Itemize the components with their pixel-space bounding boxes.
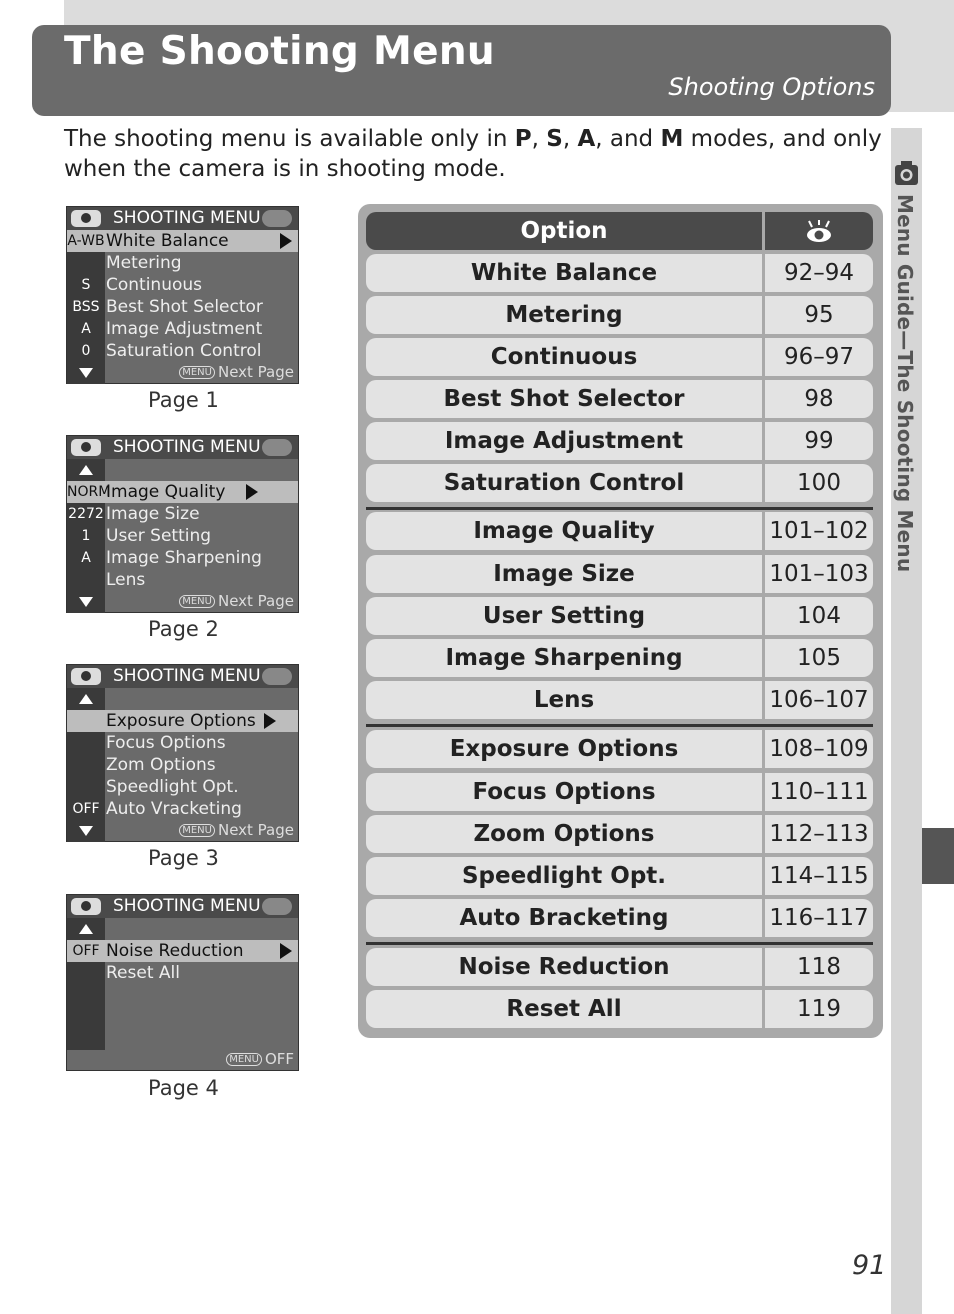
lcd-item-icon: NORM (67, 481, 105, 503)
option-page: 106–107 (765, 681, 873, 719)
wrench-icon (262, 210, 292, 227)
option-page: 112–113 (765, 815, 873, 853)
option-name: Image Sharpening (366, 639, 762, 677)
wrench-icon (262, 898, 292, 915)
table-row (366, 464, 873, 502)
page-subtitle: Shooting Options (668, 73, 875, 101)
lcd-item-icon (67, 754, 105, 776)
lcd-menu-item[interactable] (67, 776, 298, 798)
lcd-menu-item[interactable] (67, 340, 298, 362)
table-row (366, 338, 873, 376)
lcd-menu-item[interactable] (67, 252, 298, 274)
lcd-item-label: Noise Reduction (106, 941, 244, 961)
option-name: Noise Reduction (366, 948, 762, 986)
lcd-screen-page-4 (66, 894, 299, 1071)
lcd-nav-row (67, 918, 298, 940)
lcd-item-icon: A (67, 547, 105, 569)
up-arrow-icon (79, 924, 93, 934)
lcd-gutter (67, 984, 105, 1050)
lcd-menu-item[interactable] (67, 547, 298, 569)
camera-icon (71, 439, 101, 456)
lcd-item-icon: S (67, 274, 105, 296)
lcd-nav-row (67, 459, 298, 481)
lcd-screen-page-1 (66, 206, 299, 384)
option-name: Auto Bracketing (366, 899, 762, 937)
option-name: User Setting (366, 597, 762, 635)
lcd-screen-page-2 (66, 435, 299, 613)
options-table (358, 204, 883, 1038)
lcd-nav-row (67, 688, 298, 710)
lcd-footer (179, 821, 294, 839)
lcd-header-text: SHOOTING MENU (113, 666, 261, 686)
lcd-empty-row (67, 984, 298, 1050)
next-page-label: Next Page (217, 592, 294, 610)
option-page: 100 (765, 464, 873, 502)
table-header-row (366, 212, 873, 250)
lcd-caption: Page 4 (148, 1076, 219, 1100)
option-page: 108–109 (765, 730, 873, 768)
up-arrow-icon (79, 465, 93, 475)
lcd-header-text: SHOOTING MENU (113, 896, 261, 916)
lcd-item-label: Lens (106, 570, 146, 590)
lcd-menu-item[interactable] (67, 710, 298, 732)
down-arrow-icon (79, 597, 93, 607)
lcd-item-icon: 0 (67, 340, 105, 362)
option-name: Reset All (366, 990, 762, 1028)
lcd-item-label: Zom Options (106, 755, 216, 775)
camera-icon (71, 898, 101, 915)
table-row (366, 773, 873, 811)
table-row (366, 296, 873, 334)
table-row (366, 380, 873, 418)
lcd-menu-item[interactable] (67, 481, 298, 503)
option-name: Image Adjustment (366, 422, 762, 460)
lcd-item-icon (67, 710, 105, 732)
table-row (366, 899, 873, 937)
lcd-menu-item[interactable] (67, 318, 298, 340)
option-page: 110–111 (765, 773, 873, 811)
lcd-screen-page-3 (66, 664, 299, 842)
lcd-item-label: Exposure Options (106, 711, 256, 731)
lcd-item-label: User Setting (106, 526, 212, 546)
lcd-menu-item[interactable] (67, 274, 298, 296)
menu-button-icon: MENU (179, 595, 215, 608)
lcd-item-label: Best Shot Selector (106, 297, 263, 317)
camera-icon (71, 668, 101, 685)
option-name: Speedlight Opt. (366, 857, 762, 895)
page-title: The Shooting Menu (64, 29, 495, 74)
page-header (32, 25, 891, 116)
option-name: White Balance (366, 254, 762, 292)
side-tab-label: Menu Guide—The Shooting Menu (893, 194, 917, 573)
lcd-item-icon: A (67, 318, 105, 340)
wrench-icon (262, 668, 292, 685)
lcd-item-label: Continuous (106, 275, 203, 295)
camera-icon (894, 159, 919, 186)
table-row (366, 681, 873, 719)
down-arrow-icon (79, 826, 93, 836)
lcd-menu-item[interactable] (67, 503, 298, 525)
lcd-item-icon: BSS (67, 296, 105, 318)
option-page: 101–102 (765, 512, 873, 550)
lcd-menu-item[interactable] (67, 230, 298, 252)
lcd-item-icon: OFF (67, 798, 105, 820)
option-page: 118 (765, 948, 873, 986)
next-page-label: Next Page (217, 363, 294, 381)
menu-button-icon: MENU (179, 366, 215, 379)
lcd-footer (179, 592, 294, 610)
lcd-item-icon (67, 776, 105, 798)
lcd-menu-item[interactable] (67, 525, 298, 547)
lcd-menu-item[interactable] (67, 940, 298, 962)
table-header-page (765, 212, 873, 250)
option-page: 104 (765, 597, 873, 635)
lcd-item-label: Saturation Control (106, 341, 262, 361)
option-name: Zoom Options (366, 815, 762, 853)
right-arrow-icon (280, 233, 292, 249)
option-page: 119 (765, 990, 873, 1028)
table-row (366, 815, 873, 853)
lcd-footer (226, 1050, 294, 1068)
lcd-item-label: Image Quality (106, 482, 226, 502)
option-name: Image Size (366, 555, 762, 593)
lcd-menu-item[interactable] (67, 569, 298, 591)
table-row (366, 857, 873, 895)
table-header-option: Option (366, 212, 762, 250)
lcd-menu-item[interactable] (67, 798, 298, 820)
up-arrow-icon (79, 694, 93, 704)
right-arrow-icon (264, 713, 276, 729)
wrench-icon (262, 439, 292, 456)
right-arrow-icon (246, 484, 258, 500)
table-row (366, 555, 873, 593)
lcd-menu-item[interactable] (67, 732, 298, 754)
option-name: Image Quality (366, 512, 762, 550)
camera-icon (71, 210, 101, 227)
lcd-menu-item[interactable] (67, 296, 298, 318)
lcd-item-label: Image Sharpening (106, 548, 262, 568)
option-page: 99 (765, 422, 873, 460)
lcd-item-icon: 2272 (67, 503, 105, 525)
table-row (366, 730, 873, 768)
lcd-menu-item[interactable] (67, 754, 298, 776)
lcd-item-icon: A-WB (67, 230, 105, 252)
option-page: 116–117 (765, 899, 873, 937)
lcd-header-text: SHOOTING MENU (113, 437, 261, 457)
right-arrow-icon (280, 943, 292, 959)
option-name: Focus Options (366, 773, 762, 811)
lcd-item-icon (67, 569, 105, 591)
next-page-label: Next Page (217, 821, 294, 839)
option-page: 95 (765, 296, 873, 334)
menu-button-icon: MENU (226, 1053, 262, 1066)
table-row (366, 639, 873, 677)
lcd-header (67, 207, 298, 230)
lcd-header-text: SHOOTING MENU (113, 208, 261, 228)
option-page: 98 (765, 380, 873, 418)
option-page: 105 (765, 639, 873, 677)
intro-paragraph: The shooting menu is available only in P, S, A, and M modes, and only when the camera is in shooting mode. (64, 126, 882, 182)
option-name: Saturation Control (366, 464, 762, 502)
page-number: 91 (852, 1250, 887, 1281)
table-row (366, 254, 873, 292)
lcd-menu-item[interactable] (67, 962, 298, 984)
lcd-header (67, 895, 298, 918)
lcd-item-icon: 1 (67, 525, 105, 547)
option-name: Metering (366, 296, 762, 334)
option-page: 96–97 (765, 338, 873, 376)
option-name: Best Shot Selector (366, 380, 762, 418)
lcd-item-label: Focus Options (106, 733, 226, 753)
lcd-item-label: Image Adjustment (106, 319, 263, 339)
lcd-caption: Page 2 (148, 617, 219, 641)
group-divider (366, 507, 873, 510)
section-marker (922, 828, 954, 884)
group-divider (366, 942, 873, 945)
lcd-item-icon (67, 732, 105, 754)
lcd-item-icon (67, 962, 105, 984)
lcd-caption: Page 1 (148, 388, 219, 412)
option-page: 101–103 (765, 555, 873, 593)
lcd-item-icon: OFF (67, 940, 105, 962)
lcd-item-icon (67, 252, 105, 274)
table-row (366, 422, 873, 460)
menu-button-icon: MENU (179, 824, 215, 837)
lcd-footer (179, 363, 294, 381)
eye-icon (804, 220, 834, 244)
lcd-caption: Page 3 (148, 846, 219, 870)
lcd-item-label: Reset All (106, 963, 180, 983)
lcd-header (67, 436, 298, 459)
table-row (366, 597, 873, 635)
option-name: Lens (366, 681, 762, 719)
down-arrow-icon (79, 368, 93, 378)
option-page: 92–94 (765, 254, 873, 292)
option-page: 114–115 (765, 857, 873, 895)
side-tab (891, 128, 922, 1314)
lcd-header (67, 665, 298, 688)
table-row (366, 990, 873, 1028)
lcd-item-label: Metering (106, 253, 182, 273)
table-row (366, 948, 873, 986)
lcd-item-label: Image Size (106, 504, 200, 524)
table-row (366, 512, 873, 550)
off-label: OFF (264, 1050, 294, 1068)
group-divider (366, 724, 873, 727)
lcd-item-label: White Balance (106, 231, 229, 251)
option-name: Continuous (366, 338, 762, 376)
option-name: Exposure Options (366, 730, 762, 768)
lcd-item-label: Auto Vracketing (106, 799, 242, 819)
lcd-item-label: Speedlight Opt. (106, 777, 239, 797)
